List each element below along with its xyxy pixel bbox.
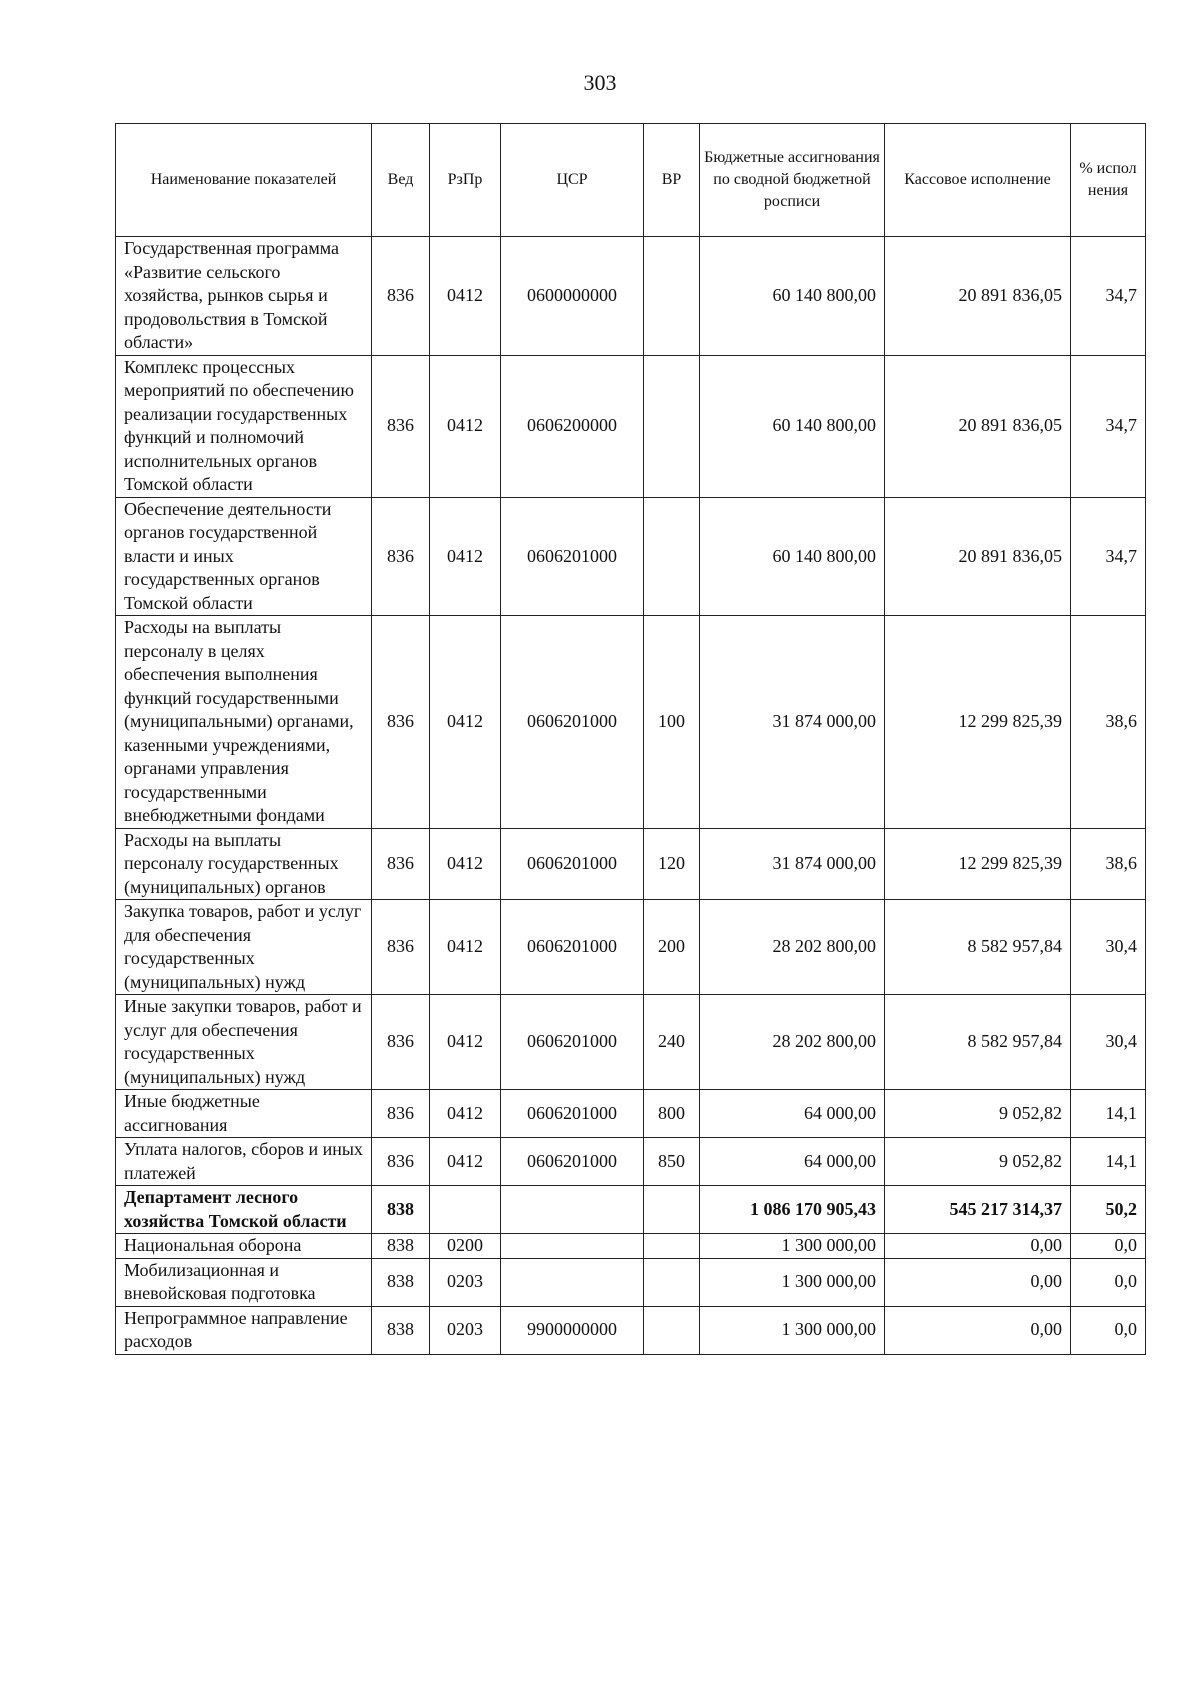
header-vr: ВР [644,124,700,237]
cell-ved: 838 [372,1234,430,1259]
cell-vr [644,1234,700,1259]
cell-name: Уплата налогов, сборов и иных платежей [116,1138,372,1186]
cell-cash: 8 582 957,84 [885,995,1071,1090]
cell-pct: 34,7 [1071,237,1146,356]
cell-cash: 20 891 836,05 [885,237,1071,356]
header-csr: ЦСР [501,124,644,237]
cell-vr: 200 [644,900,700,995]
cell-name: Национальная оборона [116,1234,372,1259]
cell-ved: 836 [372,900,430,995]
cell-rzpr: 0412 [430,497,501,616]
cell-budget: 1 300 000,00 [700,1234,885,1259]
cell-pct: 0,0 [1071,1234,1146,1259]
table-row [116,237,1146,356]
cell-rzpr: 0412 [430,355,501,497]
cell-rzpr: 0203 [430,1258,501,1306]
cell-csr: 0606201000 [501,616,644,829]
cell-csr: 0606201000 [501,1138,644,1186]
cell-budget: 31 874 000,00 [700,616,885,829]
table-row [116,1258,1146,1306]
table-row [116,1306,1146,1354]
cell-ved: 836 [372,828,430,900]
cell-cash: 12 299 825,39 [885,616,1071,829]
header-name: Наименование показателей [116,124,372,237]
cell-ved: 836 [372,237,430,356]
table-row [116,828,1146,900]
cell-ved: 836 [372,995,430,1090]
table-row [116,1138,1146,1186]
header-ved: Вед [372,124,430,237]
cell-ved: 836 [372,1138,430,1186]
cell-csr: 0606201000 [501,995,644,1090]
table-row [116,1090,1146,1138]
cell-rzpr: 0412 [430,616,501,829]
cell-rzpr: 0412 [430,828,501,900]
cell-cash: 12 299 825,39 [885,828,1071,900]
cell-ved: 836 [372,616,430,829]
cell-ved: 836 [372,1090,430,1138]
cell-vr: 800 [644,1090,700,1138]
cell-name: Государственная программа «Развитие сельского хозяйства, рынков сырья и продовольствия в Томской области» [116,237,372,356]
cell-cash: 9 052,82 [885,1090,1071,1138]
cell-name: Обеспечение деятельности органов государственной власти и иных государственных органов Томской области [116,497,372,616]
cell-vr: 100 [644,616,700,829]
cell-vr: 850 [644,1138,700,1186]
table-row-department-total [116,1186,1146,1234]
cell-cash: 9 052,82 [885,1138,1071,1186]
cell-ved: 838 [372,1186,430,1234]
cell-budget: 1 300 000,00 [700,1258,885,1306]
cell-vr [644,1306,700,1354]
cell-rzpr [430,1186,501,1234]
cell-vr: 240 [644,995,700,1090]
header-rzpr: РзПр [430,124,501,237]
cell-csr: 0600000000 [501,237,644,356]
cell-csr [501,1186,644,1234]
cell-name: Непрограммное направление расходов [116,1306,372,1354]
table-row [116,995,1146,1090]
budget-execution-table [115,123,1146,1355]
cell-pct: 34,7 [1071,497,1146,616]
cell-name: Иные бюджетные ассигнования [116,1090,372,1138]
cell-ved: 838 [372,1306,430,1354]
cell-csr: 9900000000 [501,1306,644,1354]
cell-csr: 0606200000 [501,355,644,497]
cell-cash: 8 582 957,84 [885,900,1071,995]
cell-cash: 0,00 [885,1258,1071,1306]
cell-rzpr: 0200 [430,1234,501,1259]
cell-budget: 60 140 800,00 [700,355,885,497]
cell-budget: 60 140 800,00 [700,237,885,356]
cell-cash: 0,00 [885,1306,1071,1354]
table-header-row [116,124,1146,237]
table-row [116,355,1146,497]
cell-cash: 20 891 836,05 [885,355,1071,497]
table-row [116,1234,1146,1259]
cell-budget: 31 874 000,00 [700,828,885,900]
cell-csr [501,1258,644,1306]
cell-rzpr: 0412 [430,900,501,995]
cell-rzpr: 0412 [430,1138,501,1186]
cell-name: Комплекс процессных мероприятий по обеспечению реализации государственных функций и полномочий исполнительных органов Томской области [116,355,372,497]
cell-rzpr: 0412 [430,995,501,1090]
cell-vr [644,497,700,616]
cell-pct: 14,1 [1071,1090,1146,1138]
cell-cash: 20 891 836,05 [885,497,1071,616]
cell-ved: 838 [372,1258,430,1306]
cell-csr: 0606201000 [501,1090,644,1138]
cell-rzpr: 0412 [430,237,501,356]
cell-budget: 60 140 800,00 [700,497,885,616]
page-number: 303 [583,70,617,95]
cell-ved: 836 [372,355,430,497]
cell-pct: 0,0 [1071,1258,1146,1306]
cell-name: Расходы на выплаты персоналу в целях обеспечения выполнения функций государственными (муниципальными) органами, казенными учреждениями, органами управления государственными внебюджетными фондами [116,616,372,829]
cell-budget: 1 086 170 905,43 [700,1186,885,1234]
cell-pct: 38,6 [1071,616,1146,829]
cell-csr [501,1234,644,1259]
cell-cash: 545 217 314,37 [885,1186,1071,1234]
table-row [116,497,1146,616]
cell-vr [644,237,700,356]
cell-budget: 28 202 800,00 [700,900,885,995]
cell-rzpr: 0203 [430,1306,501,1354]
cell-name: Иные закупки товаров, работ и услуг для обеспечения государственных (муниципальных) нужд [116,995,372,1090]
cell-vr [644,1258,700,1306]
header-cash: Кассовое исполнение [885,124,1071,237]
cell-pct: 38,6 [1071,828,1146,900]
cell-budget: 28 202 800,00 [700,995,885,1090]
cell-budget: 1 300 000,00 [700,1306,885,1354]
cell-csr: 0606201000 [501,828,644,900]
cell-pct: 34,7 [1071,355,1146,497]
cell-budget: 64 000,00 [700,1090,885,1138]
cell-pct: 14,1 [1071,1138,1146,1186]
cell-name: Мобилизационная и вневойсковая подготовка [116,1258,372,1306]
cell-pct: 50,2 [1071,1186,1146,1234]
cell-vr: 120 [644,828,700,900]
header-pct: % испол нения [1071,124,1146,237]
cell-pct: 30,4 [1071,900,1146,995]
cell-cash: 0,00 [885,1234,1071,1259]
cell-pct: 0,0 [1071,1306,1146,1354]
cell-name: Департамент лесного хозяйства Томской области [116,1186,372,1234]
cell-budget: 64 000,00 [700,1138,885,1186]
cell-name: Расходы на выплаты персоналу государственных (муниципальных) органов [116,828,372,900]
table-row [116,616,1146,829]
cell-csr: 0606201000 [501,497,644,616]
header-budget: Бюджетные ассигнования по сводной бюджетной росписи [700,124,885,237]
cell-vr [644,355,700,497]
cell-ved: 836 [372,497,430,616]
table-row [116,900,1146,995]
cell-vr [644,1186,700,1234]
cell-csr: 0606201000 [501,900,644,995]
cell-pct: 30,4 [1071,995,1146,1090]
cell-name: Закупка товаров, работ и услуг для обеспечения государственных (муниципальных) нужд [116,900,372,995]
cell-rzpr: 0412 [430,1090,501,1138]
